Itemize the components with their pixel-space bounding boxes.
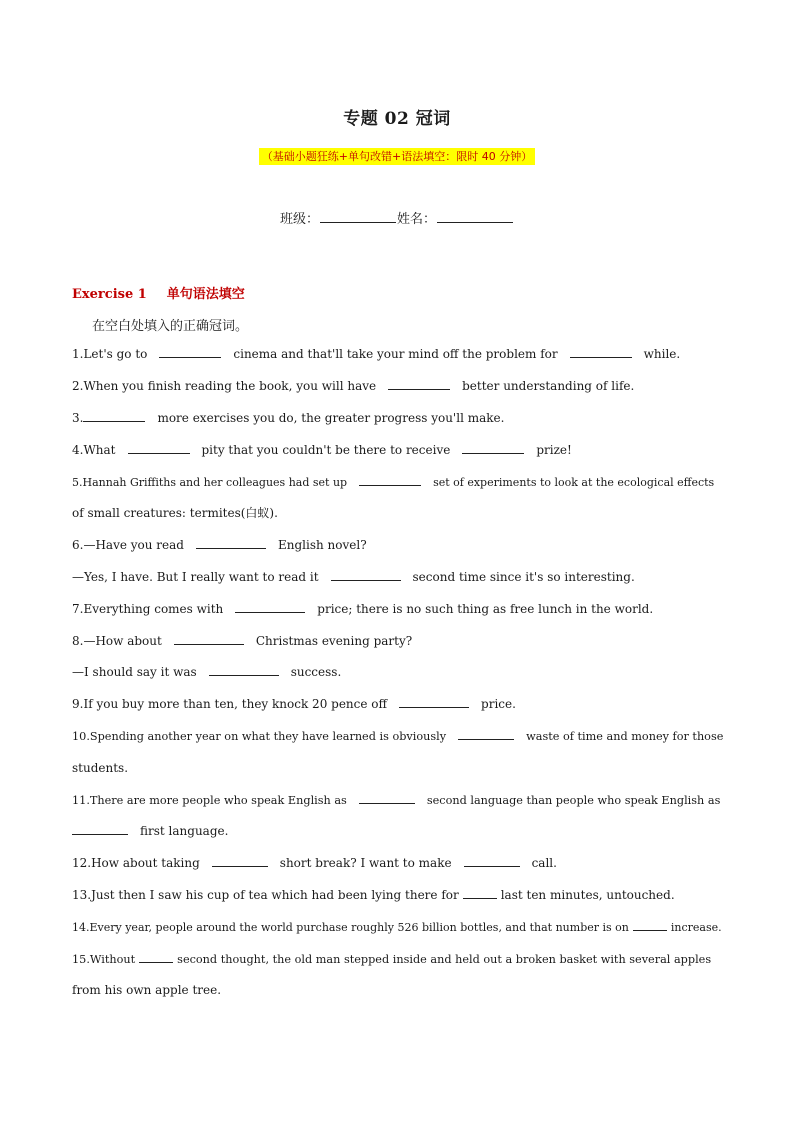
answer-blank[interactable]: [235, 601, 305, 613]
answer-blank[interactable]: [83, 410, 145, 422]
answer-blank[interactable]: [633, 919, 667, 931]
answer-blank[interactable]: [570, 346, 632, 358]
answer-blank[interactable]: [458, 728, 514, 740]
question-1: 1.Let's go to cinema and that'll take your mind off the problem for while.: [72, 347, 681, 361]
exercise-label: Exercise 1: [72, 287, 147, 302]
answer-blank[interactable]: [139, 951, 173, 963]
exercise-title: 单句语法填空: [166, 287, 245, 302]
answer-blank[interactable]: [399, 696, 469, 708]
answer-blank[interactable]: [359, 474, 421, 486]
page-subtitle: （基础小题狂练+单句改错+语法填空：限时 40 分钟）: [259, 148, 535, 165]
exercise-instruction: 在空白处填入的正确冠词。: [92, 319, 249, 334]
answer-blank[interactable]: [212, 855, 268, 867]
page-title: 专题 02 冠词: [343, 109, 451, 129]
answer-blank[interactable]: [209, 664, 279, 676]
exercise-heading: [72, 283, 245, 302]
question-7: 7.Everything comes with price; there is no such thing as free lunch in the world.: [72, 602, 654, 616]
answer-blank[interactable]: [331, 569, 401, 581]
question-13: 13.Just then I saw his cup of tea which had been lying there for last ten minutes, untouched.: [72, 888, 675, 902]
question-12: 12.How about taking short break? I want to make call.: [72, 856, 557, 870]
question-14: 14.Every year, people around the world purchase roughly 526 billion bottles, and that number is on increase.: [72, 921, 722, 934]
question-6-line-2: —Yes, I have. But I really want to read it second time since it's so interesting.: [72, 570, 635, 584]
class-name-line: [0, 208, 794, 227]
class-label: 班级：: [279, 212, 319, 227]
answer-blank[interactable]: [464, 855, 520, 867]
question-2: 2.When you finish reading the book, you will have better understanding of life.: [72, 379, 635, 393]
question-5-line-2: of small creatures: termites(白蚁).: [72, 506, 278, 520]
answer-blank[interactable]: [128, 442, 190, 454]
question-4: 4.What pity that you couldn't be there to receive prize!: [72, 443, 572, 457]
answer-blank[interactable]: [388, 378, 450, 390]
question-9: 9.If you buy more than ten, they knock 20 pence off price.: [72, 697, 516, 711]
question-11-line-1: 11.There are more people who speak English as second language than people who speak English as: [72, 794, 721, 807]
name-label: 姓名：: [397, 212, 437, 227]
question-15-line-2: from his own apple tree.: [72, 983, 222, 997]
answer-blank[interactable]: [159, 346, 221, 358]
answer-blank[interactable]: [174, 633, 244, 645]
name-blank[interactable]: [437, 210, 513, 223]
question-6-line-1: 6.—Have you read English novel?: [72, 538, 367, 552]
answer-blank[interactable]: [72, 823, 128, 835]
question-10-line-1: 10.Spending another year on what they have learned is obviously waste of time and money for those: [72, 730, 724, 743]
class-blank[interactable]: [320, 210, 396, 223]
question-11-line-2: first language.: [72, 823, 722, 839]
answer-blank[interactable]: [196, 537, 266, 549]
question-5-line-1: 5.Hannah Griffiths and her colleagues had set up set of experiments to look at the ecological effects: [72, 476, 715, 489]
question-8-line-1: 8.—How about Christmas evening party?: [72, 634, 413, 648]
answer-blank[interactable]: [359, 792, 415, 804]
question-10-line-2: students.: [72, 761, 129, 775]
answer-blank[interactable]: [462, 442, 524, 454]
question-15-line-1: 15.Without second thought, the old man stepped inside and held out a broken basket with several apples: [72, 953, 712, 966]
question-3: 3. more exercises you do, the greater progress you'll make.: [72, 411, 505, 425]
answer-blank[interactable]: [463, 887, 497, 899]
question-8-line-2: —I should say it was success.: [72, 665, 342, 679]
